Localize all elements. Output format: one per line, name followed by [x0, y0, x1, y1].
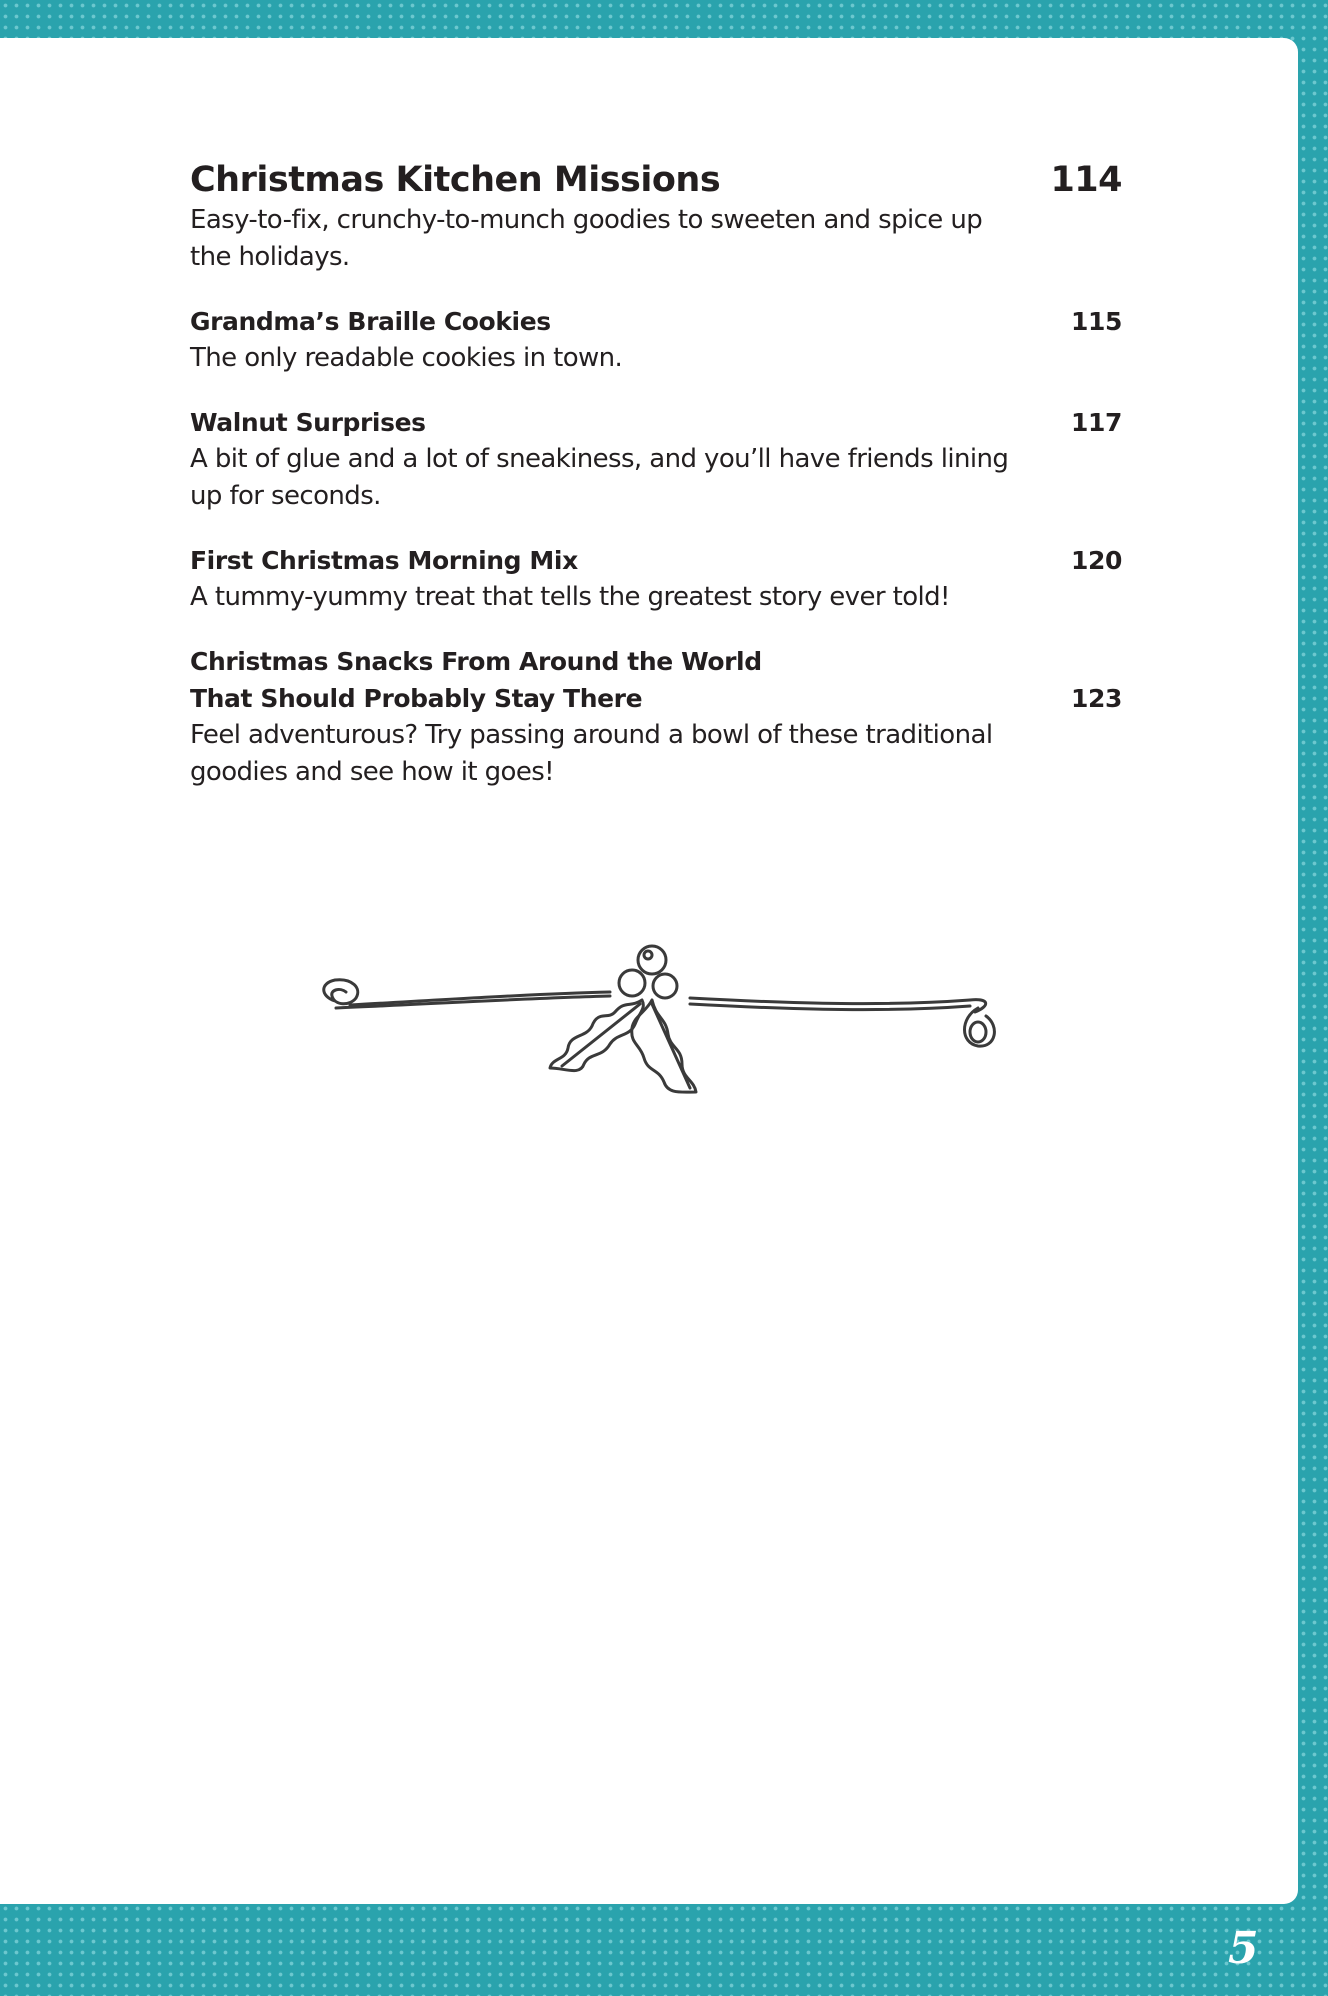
entry-description: A tummy-yummy treat that tells the greatest story ever told! [190, 582, 950, 612]
entry-page-number: 117 [1071, 408, 1122, 437]
entry-description: A bit of glue and a lot of sneakiness, and you’ll have friends lining up for seconds. [190, 444, 1009, 511]
table-of-contents [190, 158, 1122, 791]
entry-title: Walnut Surprises [190, 408, 426, 437]
page-number: 5 [1228, 1923, 1259, 1974]
section-page-number: 114 [1050, 160, 1122, 200]
entry-title-line-2: That Should Probably Stay There [190, 684, 643, 713]
section-heading [190, 158, 1122, 202]
entry-page-number: 115 [1071, 307, 1122, 336]
toc-entry-walnut-surprises[interactable] [190, 404, 1122, 515]
toc-entry-world-snacks[interactable] [190, 643, 1122, 791]
section-description: Easy-to-fix, crunchy-to-munch goodies to sweeten and spice up the holidays. [190, 205, 983, 272]
entry-description: Feel adventurous? Try passing around a bowl of these traditional goodies and see how it goes! [190, 720, 993, 787]
holly-divider-icon [280, 908, 1040, 1128]
toc-entry-morning-mix[interactable] [190, 542, 1122, 616]
entry-page-number: 120 [1071, 546, 1122, 575]
toc-entry-braille-cookies[interactable] [190, 303, 1122, 377]
entry-title-line-1: Christmas Snacks From Around the World [190, 647, 762, 676]
entry-title: Grandma’s Braille Cookies [190, 307, 551, 336]
entry-page-number: 123 [1071, 684, 1122, 713]
entry-description: The only readable cookies in town. [190, 343, 623, 373]
entry-title: First Christmas Morning Mix [190, 546, 578, 575]
section-title[interactable]: Christmas Kitchen Missions [190, 160, 721, 200]
